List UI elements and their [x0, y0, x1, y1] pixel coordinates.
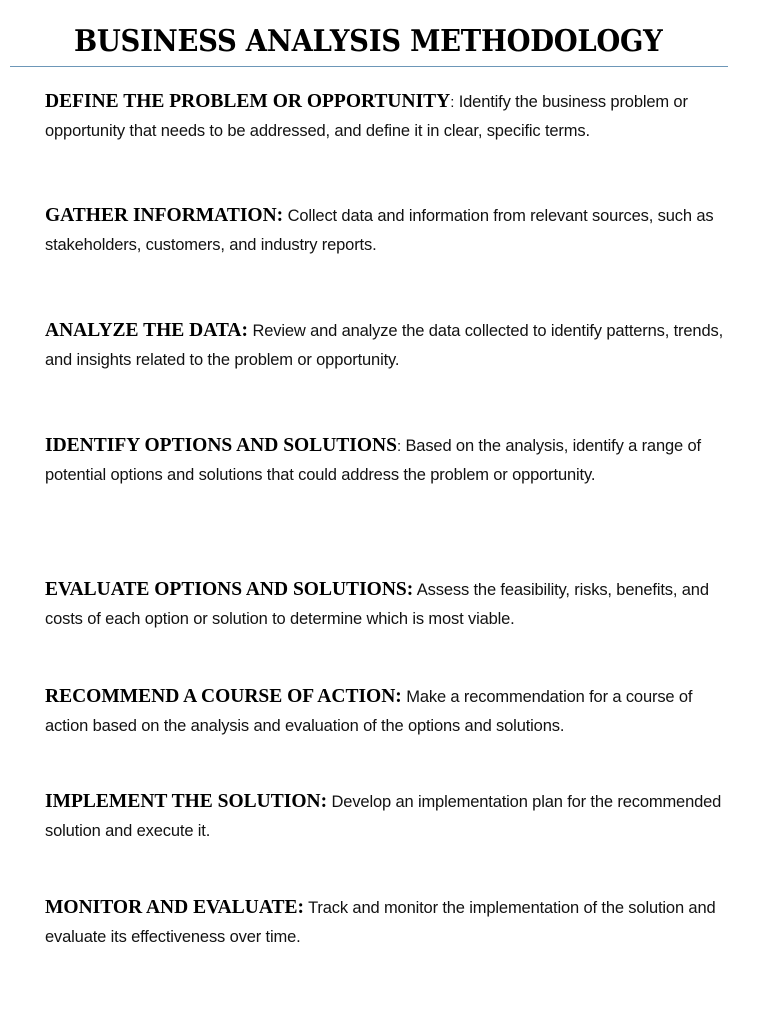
step-description: Review and analyze the data collected to identify patterns, trends, and insights related to the problem or opportunity.	[45, 322, 724, 369]
title-divider	[10, 66, 728, 67]
step-heading: GATHER INFORMATION:	[45, 205, 284, 226]
step-description: Assess the feasibility, risks, benefits, and costs of each option or solution to determine which is most viable.	[45, 581, 709, 628]
step-heading: IDENTIFY OPTIONS AND SOLUTIONS	[45, 435, 397, 456]
step-description: Collect data and information from relevant sources, such as stakeholders, customers, and industry reports.	[45, 207, 714, 254]
step-monitor-evaluate	[45, 893, 735, 952]
step-description: Identify the business problem or opportunity that needs to be addressed, and define it in clear, specific terms.	[45, 93, 688, 140]
step-heading: EVALUATE OPTIONS AND SOLUTIONS:	[45, 579, 414, 600]
step-heading: MONITOR AND EVALUATE:	[45, 897, 304, 918]
step-description: Based on the analysis, identify a range of potential options and solutions that could address the problem or opportunity.	[45, 437, 701, 484]
step-heading: IMPLEMENT THE SOLUTION:	[45, 791, 328, 812]
step-identify-options	[45, 431, 735, 490]
step-description: Make a recommendation for a course of action based on the analysis and evaluation of the options and solutions.	[45, 688, 693, 735]
step-recommend-action	[45, 682, 735, 741]
step-evaluate-options	[45, 575, 735, 634]
step-heading: RECOMMEND A COURSE OF ACTION:	[45, 686, 402, 707]
step-description: Track and monitor the implementation of the solution and evaluate its effectiveness over time.	[45, 899, 716, 946]
step-heading: ANALYZE THE DATA:	[45, 320, 248, 341]
step-analyze-data	[45, 316, 735, 375]
step-define-problem	[45, 87, 735, 146]
step-description: Develop an implementation plan for the recommended solution and execute it.	[45, 793, 722, 840]
step-gather-information	[45, 201, 735, 260]
page-title: BUSINESS ANALYSIS METHODOLOGY	[74, 23, 663, 58]
step-heading: DEFINE THE PROBLEM OR OPPORTUNITY	[45, 91, 451, 112]
step-implement-solution	[45, 787, 735, 846]
step-separator: :	[450, 94, 455, 111]
step-separator: :	[396, 438, 402, 455]
